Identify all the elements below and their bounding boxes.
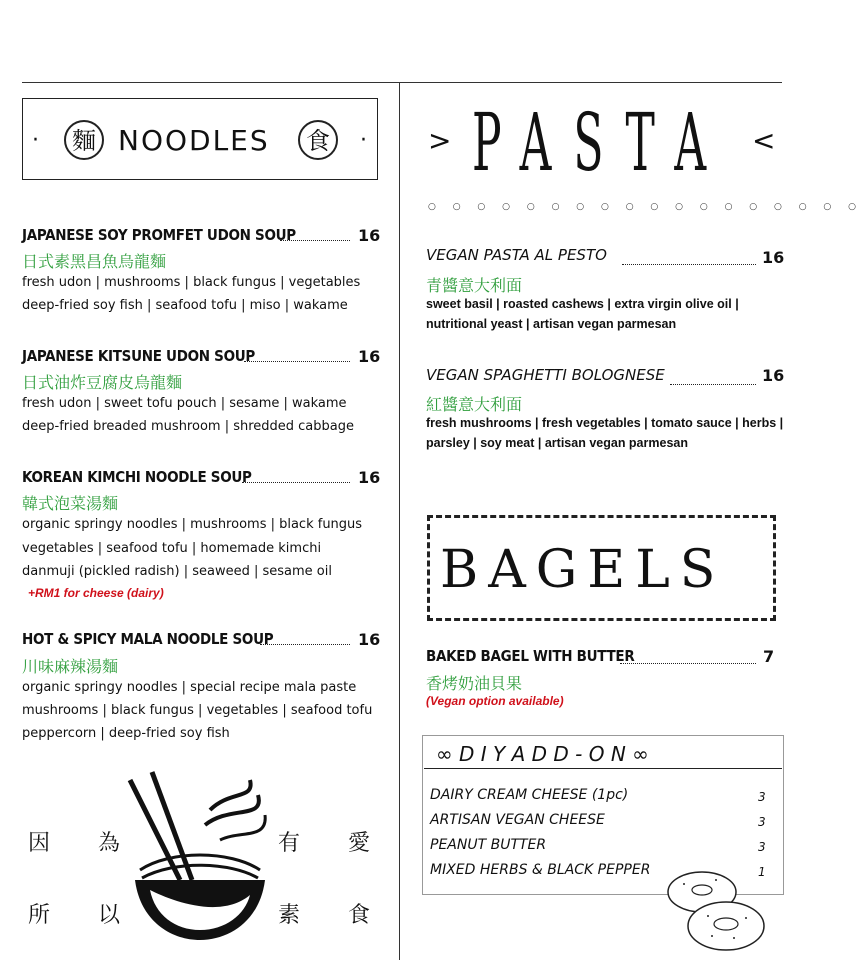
item-description: parsley | soy meat | artisan vegan parmesan bbox=[426, 436, 688, 450]
addon-price: 1 bbox=[758, 865, 766, 879]
slogan-char: 所 bbox=[28, 903, 51, 928]
dotted-leader bbox=[280, 240, 350, 241]
item-price: 16 bbox=[358, 630, 381, 649]
diy-underline bbox=[424, 768, 782, 769]
addon-price: 3 bbox=[758, 815, 766, 829]
item-name: VEGAN SPAGHETTI BOLOGNESE bbox=[426, 366, 665, 384]
item-chinese-name: 韓式泡菜湯麵 bbox=[22, 494, 119, 513]
addon-name: PEANUT BUTTER bbox=[430, 837, 547, 853]
item-description: peppercorn | deep-fried soy fish bbox=[22, 726, 230, 741]
item-description: deep-fried soy fish | seafood tofu | miso | wakame bbox=[22, 298, 348, 313]
dotted-leader bbox=[620, 663, 756, 664]
food-seal-icon: 食 bbox=[298, 120, 338, 160]
item-chinese-name: 香烤奶油貝果 bbox=[426, 674, 523, 693]
item-chinese-name: 青醬意大利面 bbox=[426, 276, 523, 295]
dotted-leader bbox=[260, 644, 350, 645]
header-dot-left: · bbox=[32, 128, 39, 153]
slogan-char: 為 bbox=[98, 831, 121, 856]
item-description: vegetables | seafood tofu | homemade kimchi bbox=[22, 541, 322, 556]
item-price: 16 bbox=[358, 347, 381, 366]
cheese-note: +RM1 for cheese (dairy) bbox=[28, 586, 164, 600]
item-description: mushrooms | black fungus | vegetables | seafood tofu bbox=[22, 703, 373, 718]
item-description: fresh udon | sweet tofu pouch | sesame | wakame bbox=[22, 396, 347, 411]
vegan-note: (Vegan option available) bbox=[426, 694, 564, 708]
item-name: JAPANESE KITSUNE UDON SOUP bbox=[22, 347, 255, 365]
addon-price: 3 bbox=[758, 790, 766, 804]
addon-name: ARTISAN VEGAN CHEESE bbox=[430, 812, 605, 828]
noodles-title: NOODLES bbox=[118, 124, 270, 157]
item-description: sweet basil | roasted cashews | extra virgin olive oil | bbox=[426, 297, 739, 311]
header-dot-right: · bbox=[360, 128, 367, 153]
noodle-bowl-icon bbox=[130, 770, 270, 950]
item-chinese-name: 日式油炸豆腐皮烏龍麵 bbox=[22, 373, 183, 392]
item-name: VEGAN PASTA AL PESTO bbox=[426, 246, 607, 264]
item-name: HOT & SPICY MALA NOODLE SOUP bbox=[22, 630, 274, 648]
column-divider bbox=[399, 82, 400, 960]
item-price: 16 bbox=[762, 366, 785, 385]
item-name: KOREAN KIMCHI NOODLE SOUP bbox=[22, 468, 252, 486]
slogan-char: 素 bbox=[278, 903, 301, 928]
addon-price: 3 bbox=[758, 840, 766, 854]
item-chinese-name: 紅醬意大利面 bbox=[426, 395, 523, 414]
item-description: fresh mushrooms | fresh vegetables | tomato sauce | herbs | bbox=[426, 416, 784, 430]
dotted-leader bbox=[622, 264, 756, 265]
item-price: 16 bbox=[358, 468, 381, 487]
item-description: nutritional yeast | artisan vegan parmesan bbox=[426, 317, 677, 331]
item-description: organic springy noodles | mushrooms | black fungus bbox=[22, 517, 363, 532]
dotted-leader bbox=[244, 361, 350, 362]
slogan-char: 愛 bbox=[348, 831, 371, 856]
noodle-seal-icon: 麵 bbox=[64, 120, 104, 160]
pasta-arrow-left: > bbox=[428, 124, 452, 157]
circle-divider: ○ ○ ○ ○ ○ ○ ○ ○ ○ ○ ○ ○ ○ ○ ○ ○ ○ ○ bbox=[428, 202, 863, 212]
dotted-leader bbox=[670, 384, 756, 385]
top-divider bbox=[22, 82, 782, 83]
dotted-leader bbox=[242, 482, 350, 483]
item-name: JAPANESE SOY PROMFET UDON SOUP bbox=[22, 226, 296, 244]
item-price: 7 bbox=[763, 647, 775, 666]
slogan-char: 食 bbox=[348, 903, 371, 928]
item-price: 16 bbox=[358, 226, 381, 245]
diy-title: ∞ D I Y A D D - O N ∞ bbox=[436, 742, 649, 766]
item-chinese-name: 川味麻辣湯麵 bbox=[22, 657, 119, 676]
item-price: 16 bbox=[762, 248, 785, 267]
item-name: BAKED BAGEL WITH BUTTER bbox=[426, 647, 635, 665]
pasta-title: PASTA bbox=[472, 96, 729, 189]
bagels-title: BAGELS bbox=[440, 540, 726, 600]
item-description: deep-fried breaded mushroom | shredded cabbage bbox=[22, 419, 354, 434]
item-description: danmuji (pickled radish) | seaweed | sesame oil bbox=[22, 564, 332, 579]
slogan-char: 以 bbox=[98, 903, 121, 928]
bagel-icon bbox=[664, 866, 770, 956]
slogan-char: 因 bbox=[28, 831, 51, 856]
addon-name: MIXED HERBS & BLACK PEPPER bbox=[430, 862, 651, 878]
item-chinese-name: 日式素黑昌魚烏龍麵 bbox=[22, 252, 167, 271]
addon-name: DAIRY CREAM CHEESE (1pc) bbox=[430, 787, 629, 803]
item-description: fresh udon | mushrooms | black fungus | vegetables bbox=[22, 275, 361, 290]
item-description: organic springy noodles | special recipe mala paste bbox=[22, 680, 357, 695]
pasta-arrow-right: < bbox=[752, 124, 776, 157]
slogan-char: 有 bbox=[278, 831, 301, 856]
